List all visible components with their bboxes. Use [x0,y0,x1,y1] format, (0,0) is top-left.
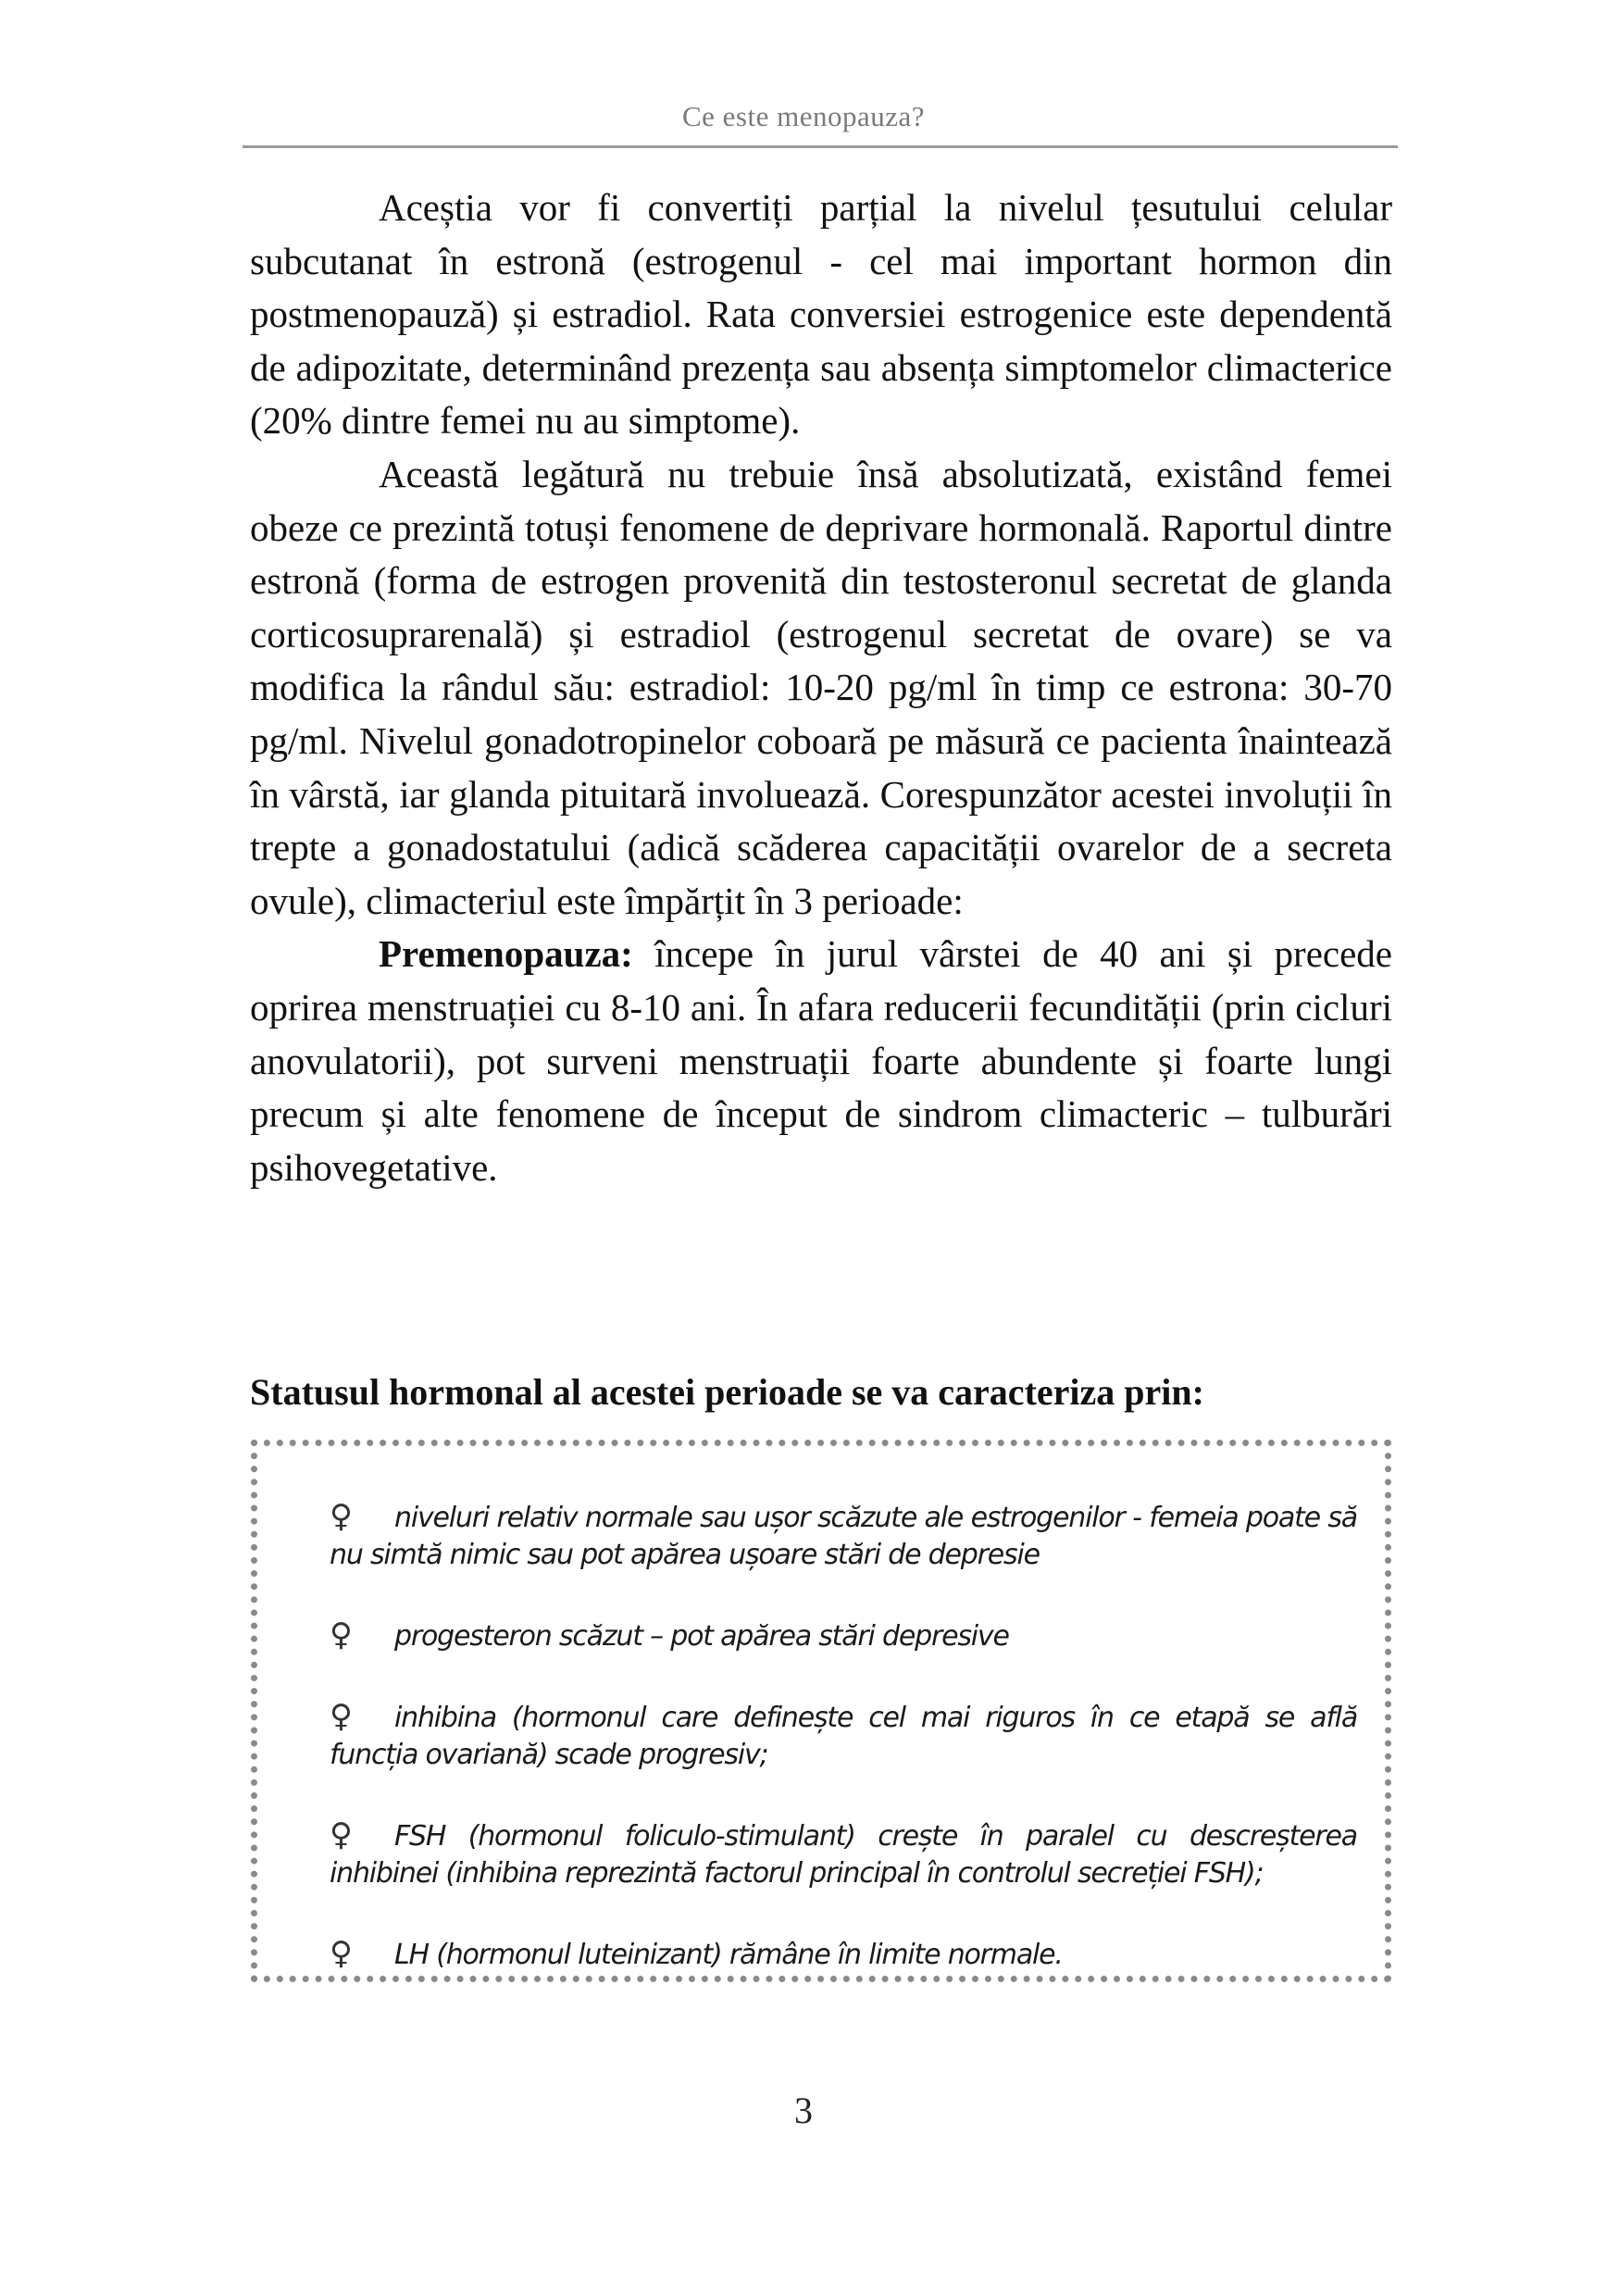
body-text [250,181,1392,1194]
list-item-text: niveluri relativ normale sau ușor scăzute ale estrogenilor - femeia poate să nu simtă nimic sau pot apărea ușoare stări de depresie [330,1502,1357,1571]
list-item-text: LH (hormonul luteinizant) rămâne în limite normale. [394,1939,1063,1971]
list-item [330,1816,1357,1892]
hormonal-status-list [330,1498,1357,2016]
venus-symbol-icon: ♀ [330,1816,352,1853]
paragraph-premenopause [250,928,1392,1194]
venus-symbol-icon: ♀ [330,1935,352,1972]
list-item-text: FSH (hormonul foliculo-stimulant) crește în paralel cu descreșterea inhibinei (inhibina reprezintă factorul principal în controlul secreției FSH); [330,1820,1357,1890]
venus-symbol-icon: ♀ [330,1498,352,1535]
venus-symbol-icon: ♀ [330,1616,352,1653]
running-header-title: Ce este menopauza? [681,100,926,132]
premenopause-text: începe în jurul vârstei de 40 ani și precede oprirea menstruației cu 8-10 ani. În afara reducerii fecundității (prin cicluri anovulatorii), pot surveni menstruații foarte abundente și foarte lungi precum și alte fenomene de început de sindrom climacteric – tulburări psihovegetative. [250,932,1392,1189]
header-divider [243,145,1398,148]
paragraph-2: Această legătură nu trebuie însă absolutizată, existând femei obeze ce prezintă totuși fenomene de deprivare hormonală. Raportul dintre estronă (forma de estrogen provenită din testosteronul secretat de glanda corticosuprarenală) și estradiol (estrogenul secretat de ovare) se va modifica la rândul său: estradiol: 10-20 pg/ml în timp ce estrona: 30-70 pg/ml. Nivelul gonadotropinelor coboară pe măsură ce pacienta înaintează în vârstă, iar glanda pituitară involuează. Corespunzător acestei involuții în trepte a gonadostatului (adică scăderea capacității ovarelor de a secreta ovule), climacteriul este împărțit în 3 perioade: [250,452,1392,922]
list-item [330,1616,1357,1655]
venus-symbol-icon: ♀ [330,1698,352,1735]
list-item-text: inhibina (hormonul care definește cel mai riguros în ce etapă se află funcția ovariană) scade progresiv; [330,1702,1357,1771]
list-item [330,1935,1357,1974]
list-item [330,1498,1357,1574]
list-item-text: progesteron scăzut – pot apărea stări depresive [394,1620,1009,1653]
premenopause-term: Premenopauza: [379,932,633,976]
hormonal-status-heading: Statusul hormonal al acestei perioade se va caracteriza prin: [250,1371,1204,1413]
list-item [330,1698,1357,1774]
paragraph-1: Aceștia vor fi convertiți parțial la nivelul țesutului celular subcutanat în estronă (estrogenul - cel mai important hormon din postmenopauză) și estradiol. Rata conversiei estrogenice este dependentă de adipozitate, determinând prezența sau absența simptomelor climacterice (20% dintre femei nu au simptome). [250,186,1392,443]
hormonal-status-box [251,1440,1391,1982]
page-number: 3 [794,2090,813,2131]
